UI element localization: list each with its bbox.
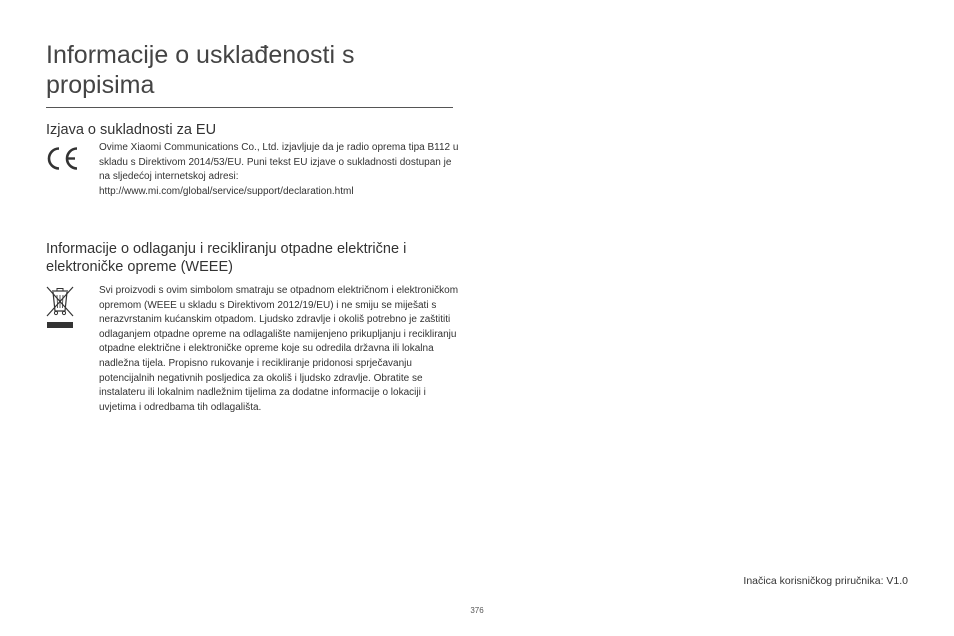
eu-declaration-text: Ovime Xiaomi Communications Co., Ltd. izjavljuje da je radio oprema tipa B112 u skladu s Direktivom 2014/53/EU. Puni tekst EU izjave o sukladnosti dostupan je na sljedećoj internetskoj adresi: http://www.mi.com/global/service/support/declaration.html	[99, 142, 459, 197]
weee-text: Svi proizvodi s ovim simbolom smatraju se otpadnom električnom i elektroničkom opremom (WEEE u skladu s Direktivom 2012/19/EU) i ne smiju se miješati s nerazvrstanim kućanskim otpadom. Ljudsko zdravlje i okoliš potrebno je zaštititi odlaganjem otpadne opreme na odlagalište namijenjeno prikupljanju i recikliranju otpadne električne i elektroničke opreme koje su odredila državna ili lokalna nadležna tijela. Propisno rukovanje i recikliranje pridonosi sprječavanju potencijalnih negativnih posljedica za okoliš i ljudsko zdravlje. Obratite se instalateru ili lokalnim nadležnim tijelima za dodatne informacije o lokaciji i uvjetima i odredbama tih odlagališta.	[99, 285, 459, 413]
weee-heading: Informacije o odlaganju i recikliranju otpadne električne i elektroničke opreme (WEEE)	[46, 241, 407, 275]
weee-crossed-bin-icon	[44, 284, 76, 330]
eu-declaration-heading: Izjava o sukladnosti za EU	[46, 122, 217, 138]
page-title: Informacije o usklađenosti s propisima	[46, 41, 355, 99]
page-number: 376	[470, 606, 484, 615]
ce-mark-icon	[45, 145, 81, 172]
title-divider	[46, 107, 453, 108]
manual-version: Inačica korisničkog priručnika: V1.0	[743, 575, 908, 587]
